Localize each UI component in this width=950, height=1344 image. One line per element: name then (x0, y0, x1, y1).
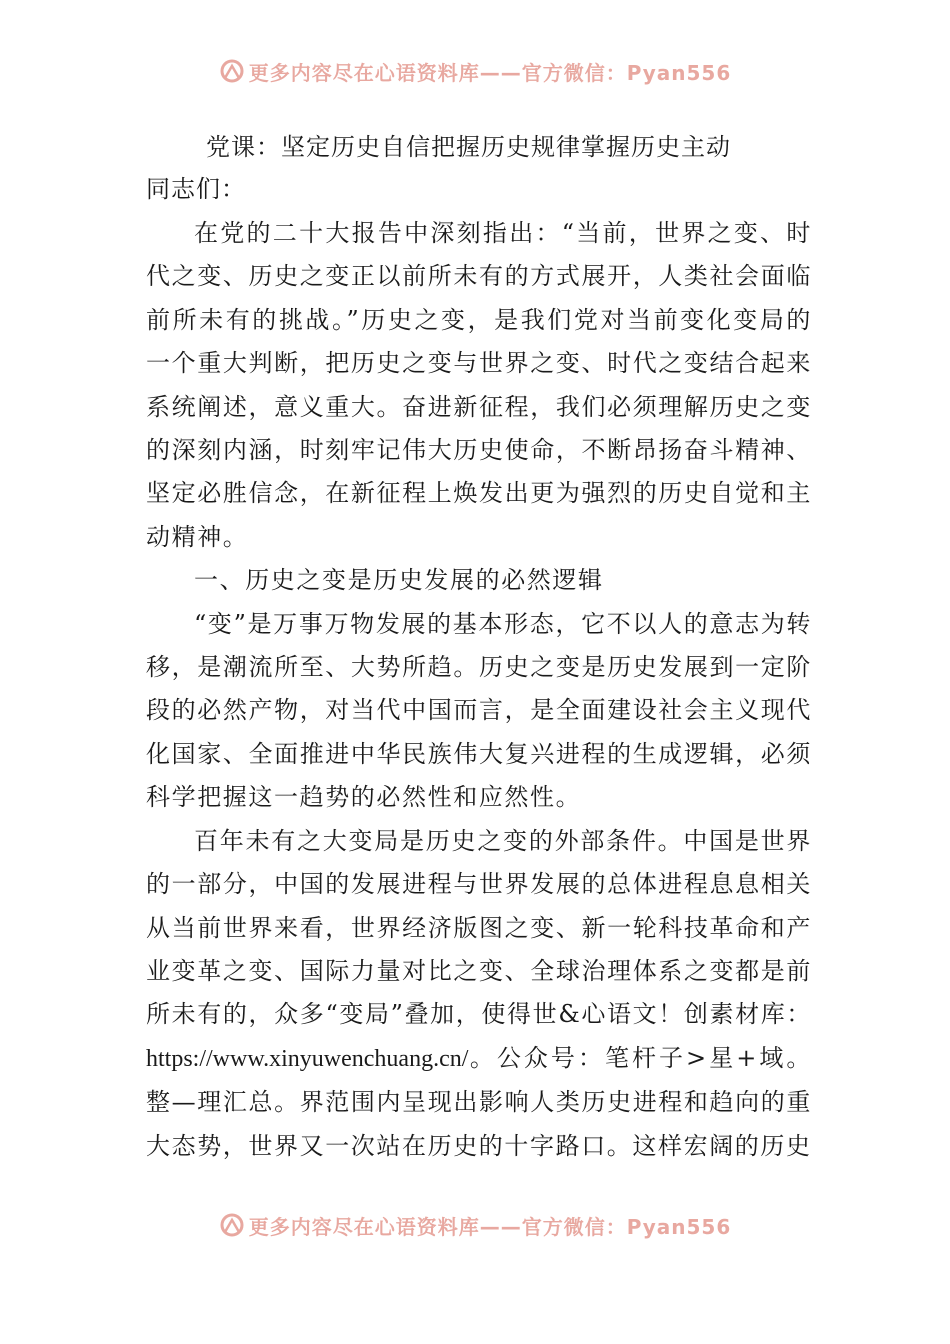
watermark-text: 更多内容尽在心语资料库——官方微信：Pyan556 (248, 60, 732, 85)
watermark-logo-icon (219, 58, 245, 84)
watermark-footer (0, 1210, 950, 1240)
document-title: 党课：坚定历史自信把握历史规律掌握历史主动 (206, 133, 731, 161)
greeting: 同志们： (146, 175, 246, 203)
watermark-header (0, 56, 950, 86)
paragraph-global-change-text: 百年未有之大变局是历史之变的外部条件。中国是世界的一部分，中国的发展进程与世界发展的总体进程息息相关从当前世界来看，世界经济版图之变、新一轮科技革命和产业变革之变、国际力量对比之变、全球治理体系之变都是前所未有的，众多“变局”叠加，使得世&心语文！创素材库： (146, 826, 812, 1029)
paragraph-global-change (146, 820, 812, 1168)
document-body (146, 128, 812, 1168)
paragraph-global-change-continued: 。公众号：笔杆子>星+域。整—理汇总。界范围内呈现出影响人类历史进程和趋向的重大态势，世界又一次站在历史的十字路口。这样宏阔的历史 (146, 1043, 812, 1160)
watermark-text: 更多内容尽在心语资料库——官方微信：Pyan556 (248, 1214, 732, 1239)
section-heading-1: 一、历史之变是历史发展的必然逻辑 (194, 566, 604, 595)
paragraph-change: “变”是万事万物发展的基本形态，它不以人的意志为转移，是潮流所至、大势所趋。历史之变是历史发展到一定阶段的必然产物，对当代中国而言，是全面建设社会主义现代化国家、全面推进中华民族伟大复兴进程的生成逻辑，必须科学把握这一趋势的必然性和应然性。 (146, 609, 812, 812)
watermark-logo-icon (219, 1212, 245, 1238)
paragraph-intro: 在党的二十大报告中深刻指出：“当前，世界之变、时代之变、历史之变正以前所未有的方式展开，人类社会面临前所未有的挑战。”历史之变，是我们党对当前变化变局的一个重大判断，把历史之变与世界之变、时代之变结合起来系统阐述，意义重大。奋进新征程，我们必须理解历史之变的深刻内涵，时刻牢记伟大历史使命，不断昂扬奋斗精神、坚定必胜信念，在新征程上焕发出更为强烈的历史自觉和主动精神。 (146, 219, 812, 551)
source-url: https://www.xinyuwenchuang.cn/ (146, 1045, 469, 1072)
